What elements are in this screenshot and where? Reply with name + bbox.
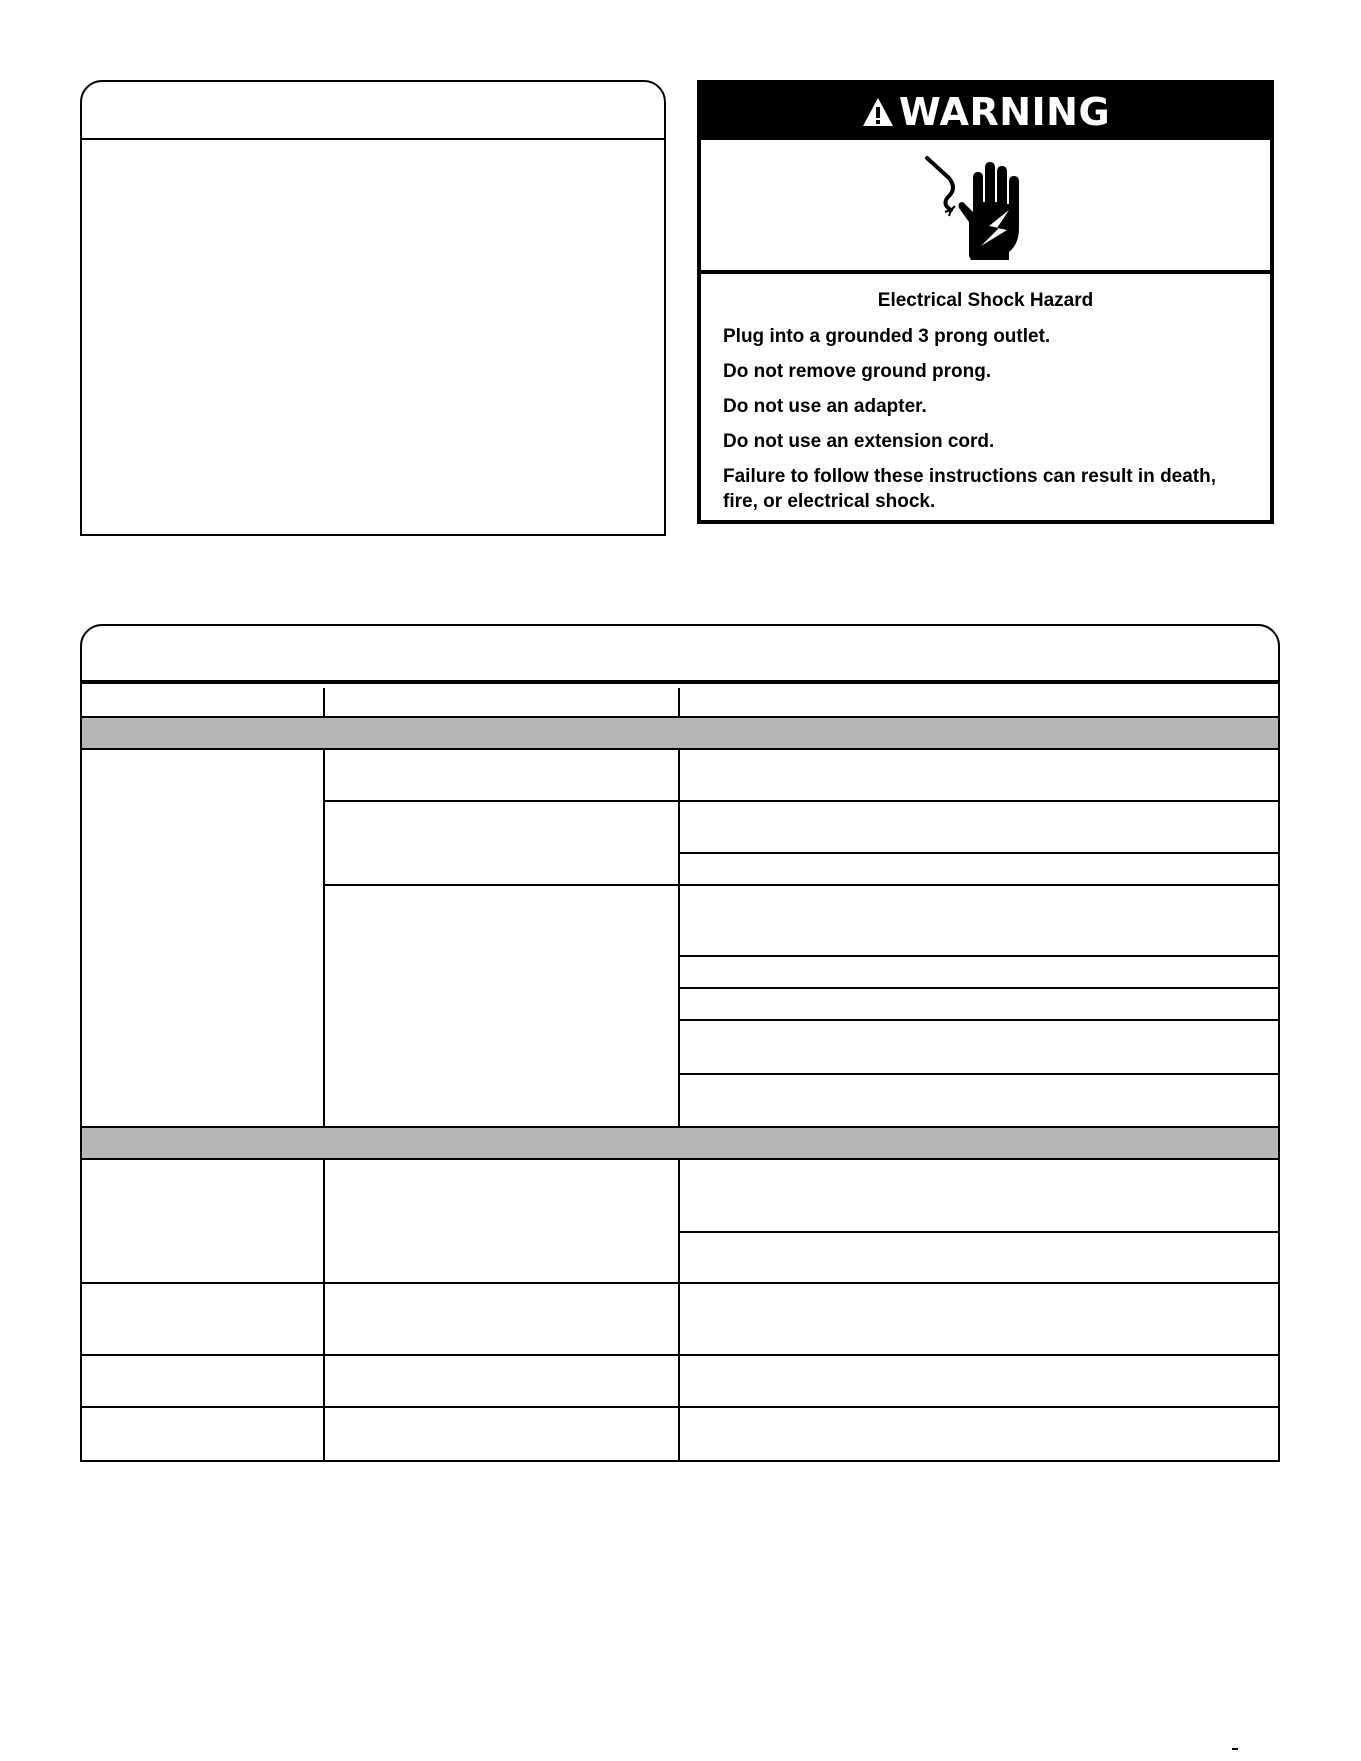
column-header-cause [325,688,680,718]
hazard-title: Electrical Shock Hazard [877,290,1094,311]
warning-header [701,84,1270,140]
warning-line: Plug into a grounded 3 prong outlet. [723,326,1051,347]
warning-signal-word: WARNING [898,90,1111,134]
section-band [82,716,1278,750]
page-mark [1232,1748,1238,1750]
warning-box [697,80,1274,524]
warning-line: Failure to follow these instructions can result in death, fire, or electrical shock. [723,466,1217,512]
note-box-header [82,82,664,140]
warning-icon-area [701,140,1270,274]
warning-line: Do not use an extension cord. [723,431,995,452]
electrical-shock-hand-icon [923,152,1043,264]
note-box [80,80,666,536]
column-header-problem [82,688,325,718]
alert-triangle-icon [861,96,895,128]
warning-text-area [701,278,1270,520]
troubleshooting-table [80,624,1280,1462]
table-title-row [82,626,1278,684]
warning-line: Do not remove ground prong. [723,361,992,382]
section-band [82,1126,1278,1160]
warning-line: Do not use an adapter. [723,396,927,417]
column-header-solution [680,688,1278,718]
